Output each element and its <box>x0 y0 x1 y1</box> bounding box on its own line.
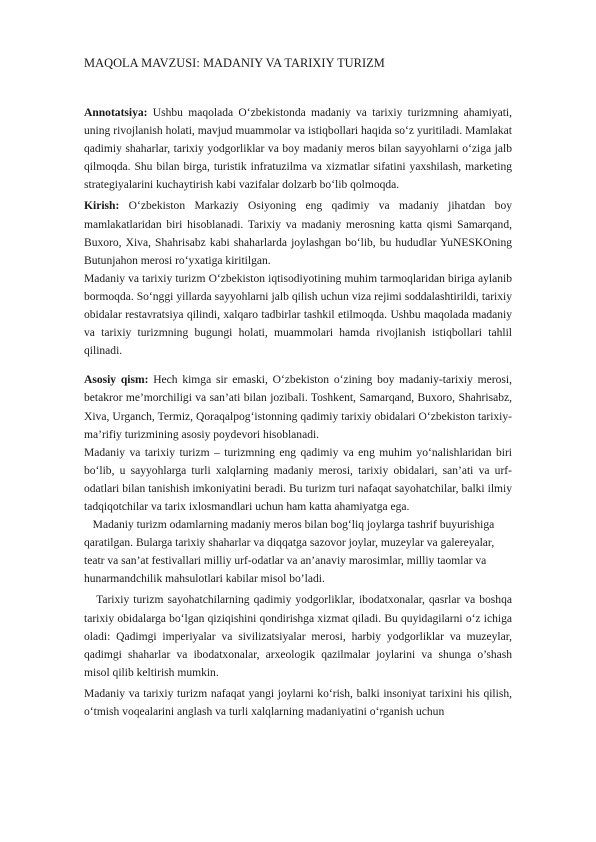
annotation-text: Ushbu maqolada O‘zbekistonda madaniy va tarixiy turizmning ahamiyati, uning rivojlanish holati, mavjud muammolar va istiqbollari haqida so‘z yuritiladi. Mamlakat qadimiy shaharlar, tarixiy yodgorliklar va boy madaniy meros bilan sayyohlarni o‘ziga jalb qilmoqda. Shu bilan birga, turistik infratuzilma va xizmatlar sifatini yaxshilash, marketing strategiyalarini kuchaytirish kabi vazifalar dolzarb bo‘lib qolmoqda. <box>84 107 512 192</box>
main-paragraph-5: Madaniy va tarixiy turizm nafaqat yangi joylarni ko‘rish, balki insoniyat tarixini his qilish, o‘tmish voqealarini anglash va turli xalqlarning madaniyatini o‘rganish uchun <box>84 687 512 718</box>
main-paragraph-2: Madaniy va tarixiy turizm – turizmning eng qadimiy va eng muhim yo‘nalishlaridan biri bo‘lib, u sayyohlarga turli xalqlarning madaniy merosi, tarixiy obidalari, san’ati va urf-odatlari bilan tanishish imkoniyatini beradi. Bu turizm turi nafaqat sayohatchilar, balki ilmiy tadqiqotchilar va tarix ixlosmandlari uchun ham katta ahamiyatga ega. <box>84 446 512 513</box>
main-paragraph-4: Tarixiy turizm sayohatchilarning qadimiy yodgorliklar, ibodatxonalar, qasrlar va boshqa tarixiy obidalarga bo‘lgan qiziqishini qondirishga xizmat qiladi. Bu quyidagilarni o‘z ichiga oladi: Qadimgi imperiyalar va sivilizatsiyalar merosi, harbiy yodgorliklar va muzeylar, qadimgi shaharlar va ibodatxonalar, arxeologik qazilmalar joylarini va shunga o’shash misol qilib keltirish mumkin. <box>84 594 518 679</box>
document-page <box>84 56 518 721</box>
main-label: Asosiy qism: <box>84 374 149 387</box>
annotation-label: Annotatsiya: <box>84 107 148 119</box>
main-paragraph-3: Madaniy turizm odamlarning madaniy meros bilan bog‘liq joylarga tashrif buyurishiga qaratilgan. Bularga tarixiy shaharlar va diqqatga sazovor joylar, muzeylar va galereyalar, teatr va san’at festivallari milliy urf-odatlar va an’anaviy marosimlar, milliy taomlar va hunarmandchilik mahsulotlari kabilar misol bo’ladi. <box>84 519 498 586</box>
intro-paragraph <box>84 197 512 269</box>
intro-paragraph-2: Madaniy va tarixiy turizm O‘zbekiston iqtisodiyotining muhim tarmoqlaridan biriga aylanib bormoqda. So‘nggi yillarda sayyohlarni jalb qilish uchun viza rejimi soddalashtirildi, tarixiy obidalar restavratsiya qilindi, xalqaro tadbirlar tashkil etilmoqda. Ushbu maqolada madaniy va tarixiy turizmning bugungi holati, muammolari hamda rivojlanish istiqbollari tahlil qilinadi. <box>84 272 512 358</box>
main-paragraph-1 <box>84 371 512 443</box>
article-title: MAQOLA MAVZUSI: MADANIY VA TARIXIY TURIZM <box>84 56 385 70</box>
intro-label: Kirish: <box>84 200 120 213</box>
annotation-paragraph <box>84 104 512 194</box>
intro-text: O‘zbekiston Markaziy Osiyoning eng qadimiy va madaniy jihatdan boy mamlakatlaridan biri hisoblanadi. Tarixiy va madaniy merosning katta qismi Samarqand, Buxoro, Xiva, Shahrisabz kabi shaharlarda joylashgan bo‘lib, bu hududlar YuNESKOning Butunjahon merosi ro‘yxatiga kiritilgan. <box>84 200 512 267</box>
main-text-1: Hech kimga sir emaski, O‘zbekiston o‘zining boy madaniy-tarixiy merosi, betakror me’morchiligi va san’ati bilan jozibali. Toshkent, Samarqand, Buxoro, Shahrisabz, Xiva, Urganch, Termiz, Qoraqalpog‘istonning qadimiy tarixiy obidalari O‘zbekiston tarixiy-ma’rifiy turizmining asosiy poydevori hisoblanadi. <box>84 374 512 441</box>
